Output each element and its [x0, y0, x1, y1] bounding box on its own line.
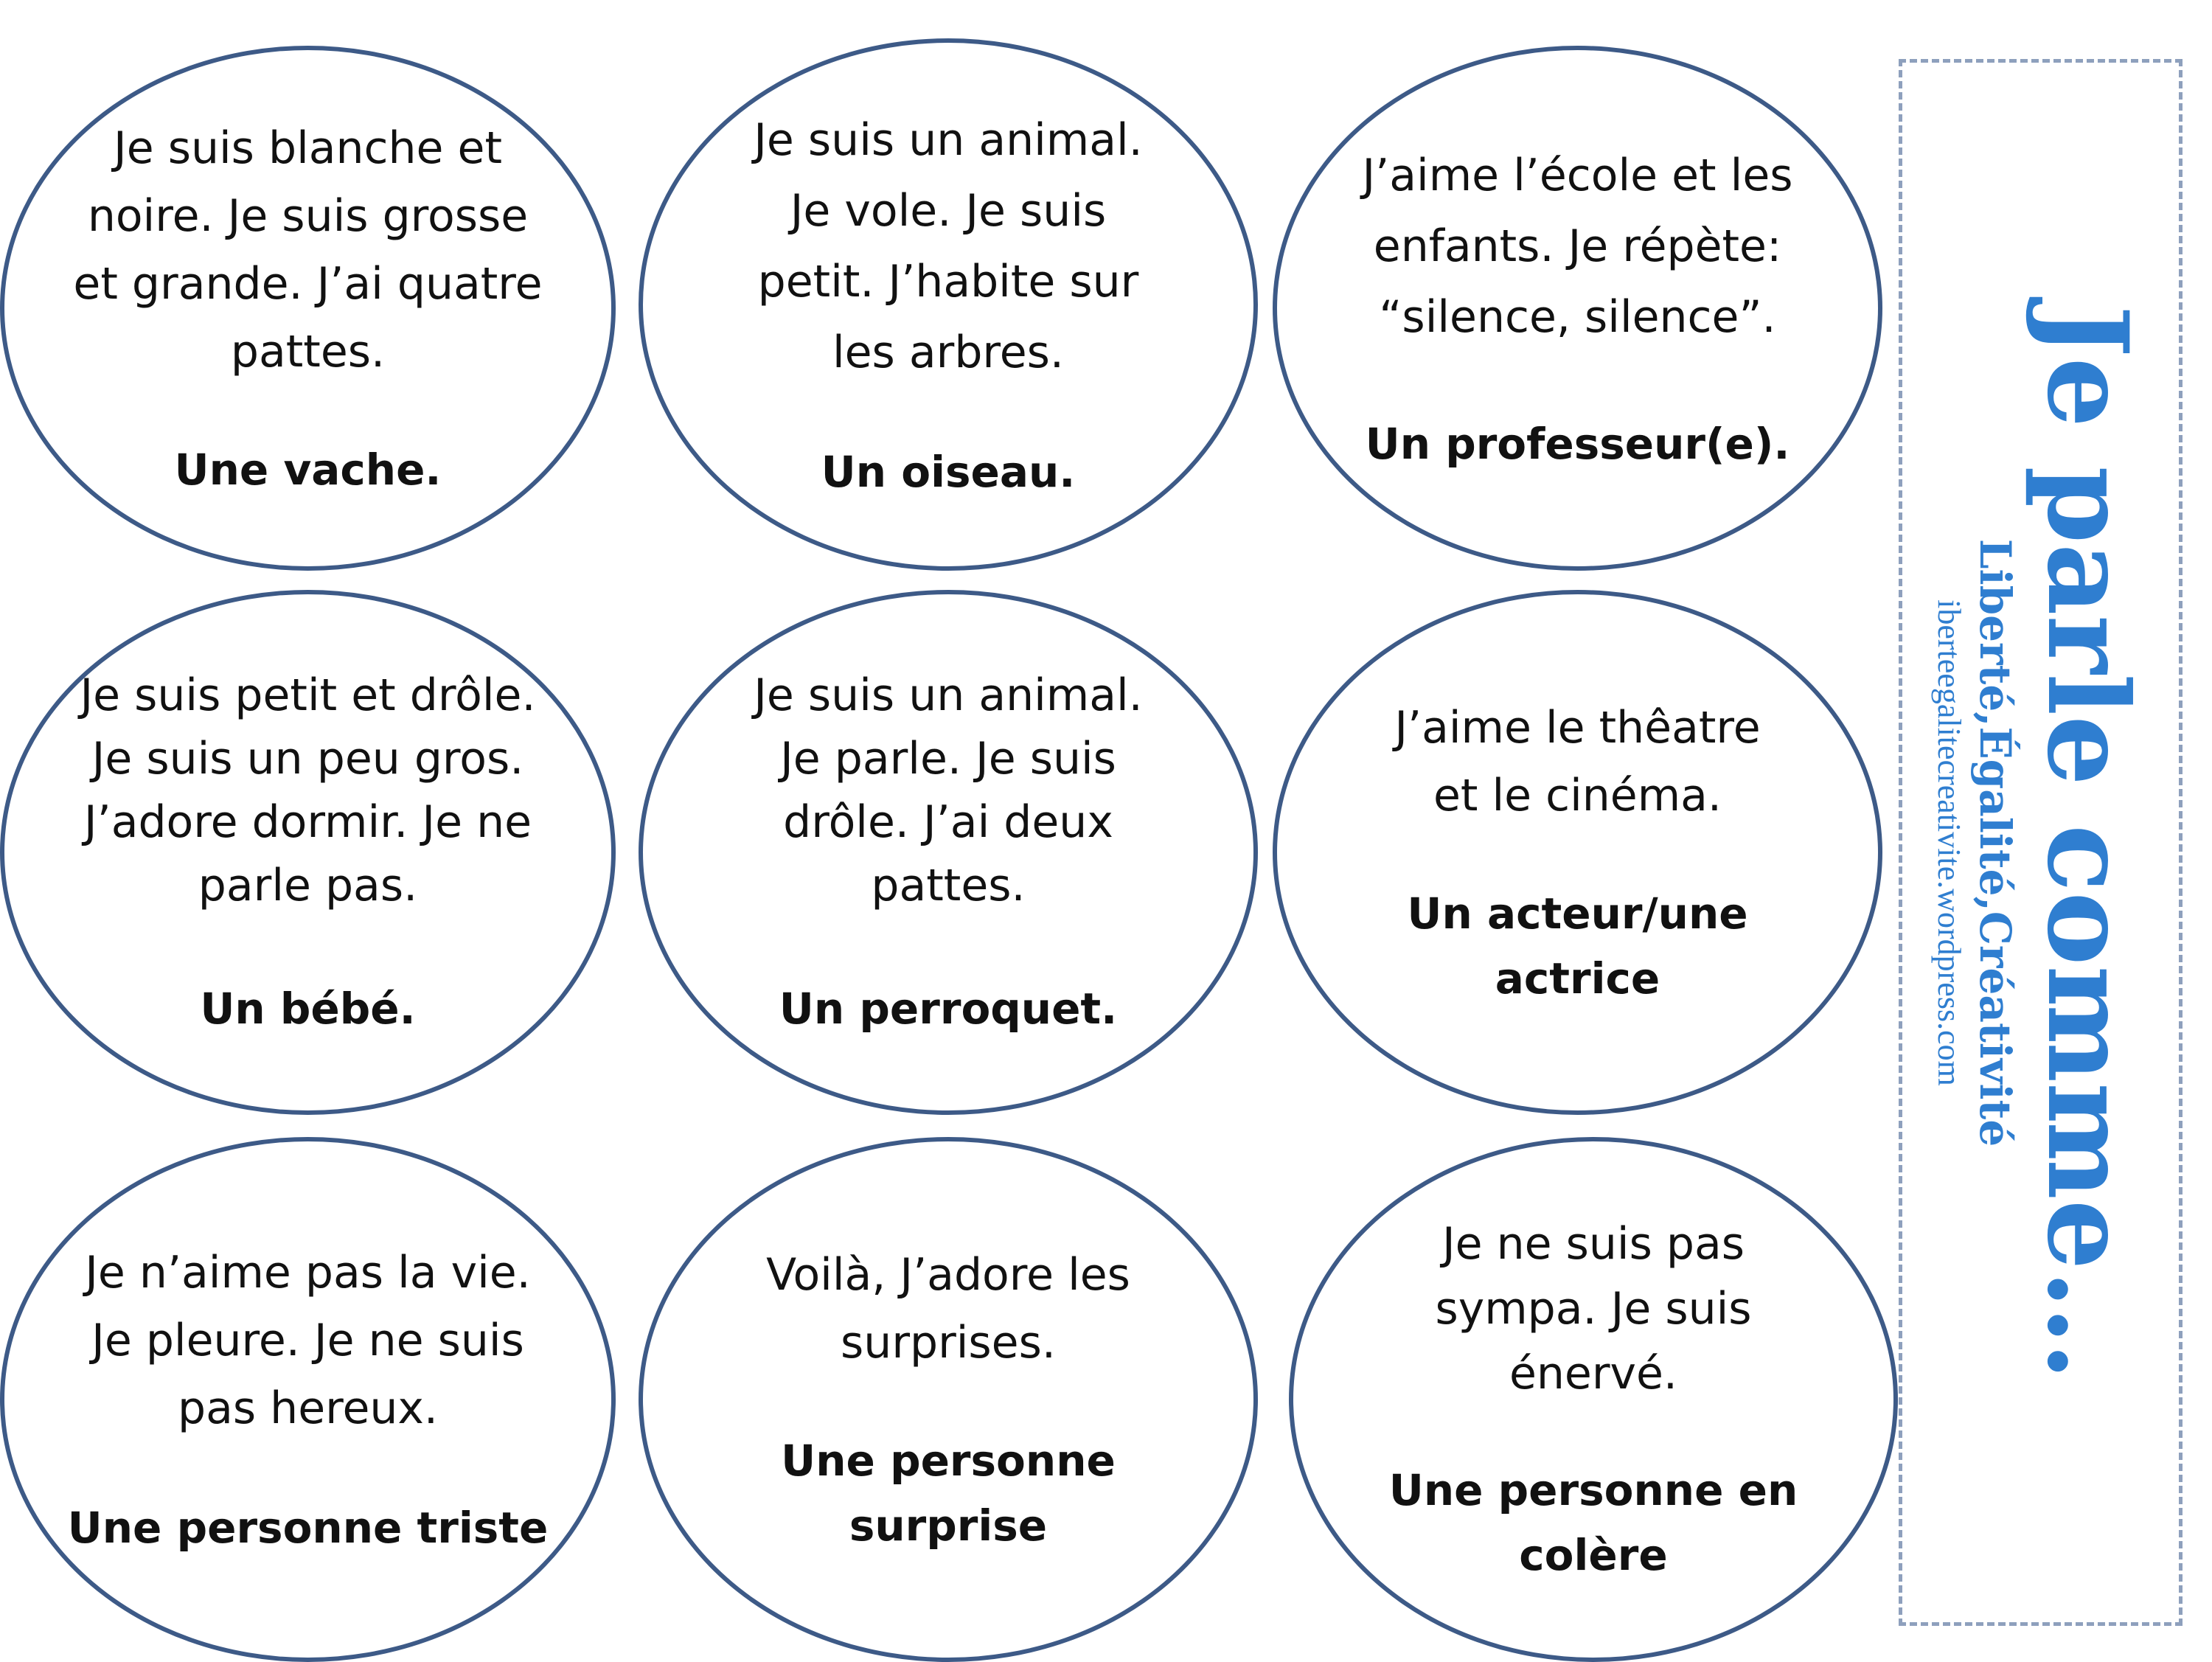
card-4 [0, 590, 616, 1115]
card-7 [0, 1137, 616, 1662]
card-6 [1273, 590, 1882, 1115]
card-answer: Une personne en colère [1388, 1465, 1798, 1580]
card-3 [1273, 46, 1882, 571]
banner-text-group [1928, 253, 2154, 1433]
banner-url: iberteegalitecreativite.wordpress.com [1930, 599, 1967, 1086]
card-clue: Je suis petit et drôle. Je suis un peu gros. J’adore dormir. Je ne parle pas. [80, 670, 536, 911]
card-clue: J’aime le thêatre et le cinéma. [1394, 702, 1761, 821]
card-5 [639, 590, 1258, 1115]
card-8 [639, 1137, 1258, 1662]
card-clue: Je n’aime pas la vie. Je pleure. Je ne suis pas hereux. [85, 1247, 531, 1434]
card-answer: Un perroquet. [779, 984, 1118, 1034]
card-answer: Une personne surprise [781, 1436, 1116, 1551]
card-answer: Un professeur(e). [1365, 419, 1790, 469]
card-2 [639, 38, 1258, 571]
card-9 [1289, 1137, 1898, 1662]
card-1 [0, 46, 616, 571]
card-answer: Une personne triste [67, 1503, 549, 1553]
card-answer: Une vache. [174, 445, 442, 495]
title-banner [1899, 59, 2183, 1626]
banner-title: Je parle comme… [2022, 305, 2152, 1380]
card-answer: Un bébé. [200, 984, 416, 1034]
card-clue: Je suis blanche et noire. Je suis grosse et grande. J’ai quatre pattes. [73, 122, 543, 378]
card-clue: Voilà, J’adore les surprises. [766, 1249, 1130, 1369]
card-clue: Je suis un animal. Je vole. Je suis petit. J’habite sur les arbres. [754, 114, 1143, 378]
card-answer: Un acteur/une actrice [1407, 889, 1748, 1004]
banner-subtitle: Liberté,Égalité,Créativité [1969, 538, 2020, 1147]
card-answer: Un oiseau. [821, 447, 1076, 497]
card-clue: Je ne suis pas sympa. Je suis énervé. [1435, 1218, 1752, 1400]
card-clue: Je suis un animal. Je parle. Je suis drôle. J’ai deux pattes. [754, 670, 1143, 911]
card-clue: J’aime l’école et les enfants. Je répète: “silence, silence”. [1362, 150, 1793, 343]
